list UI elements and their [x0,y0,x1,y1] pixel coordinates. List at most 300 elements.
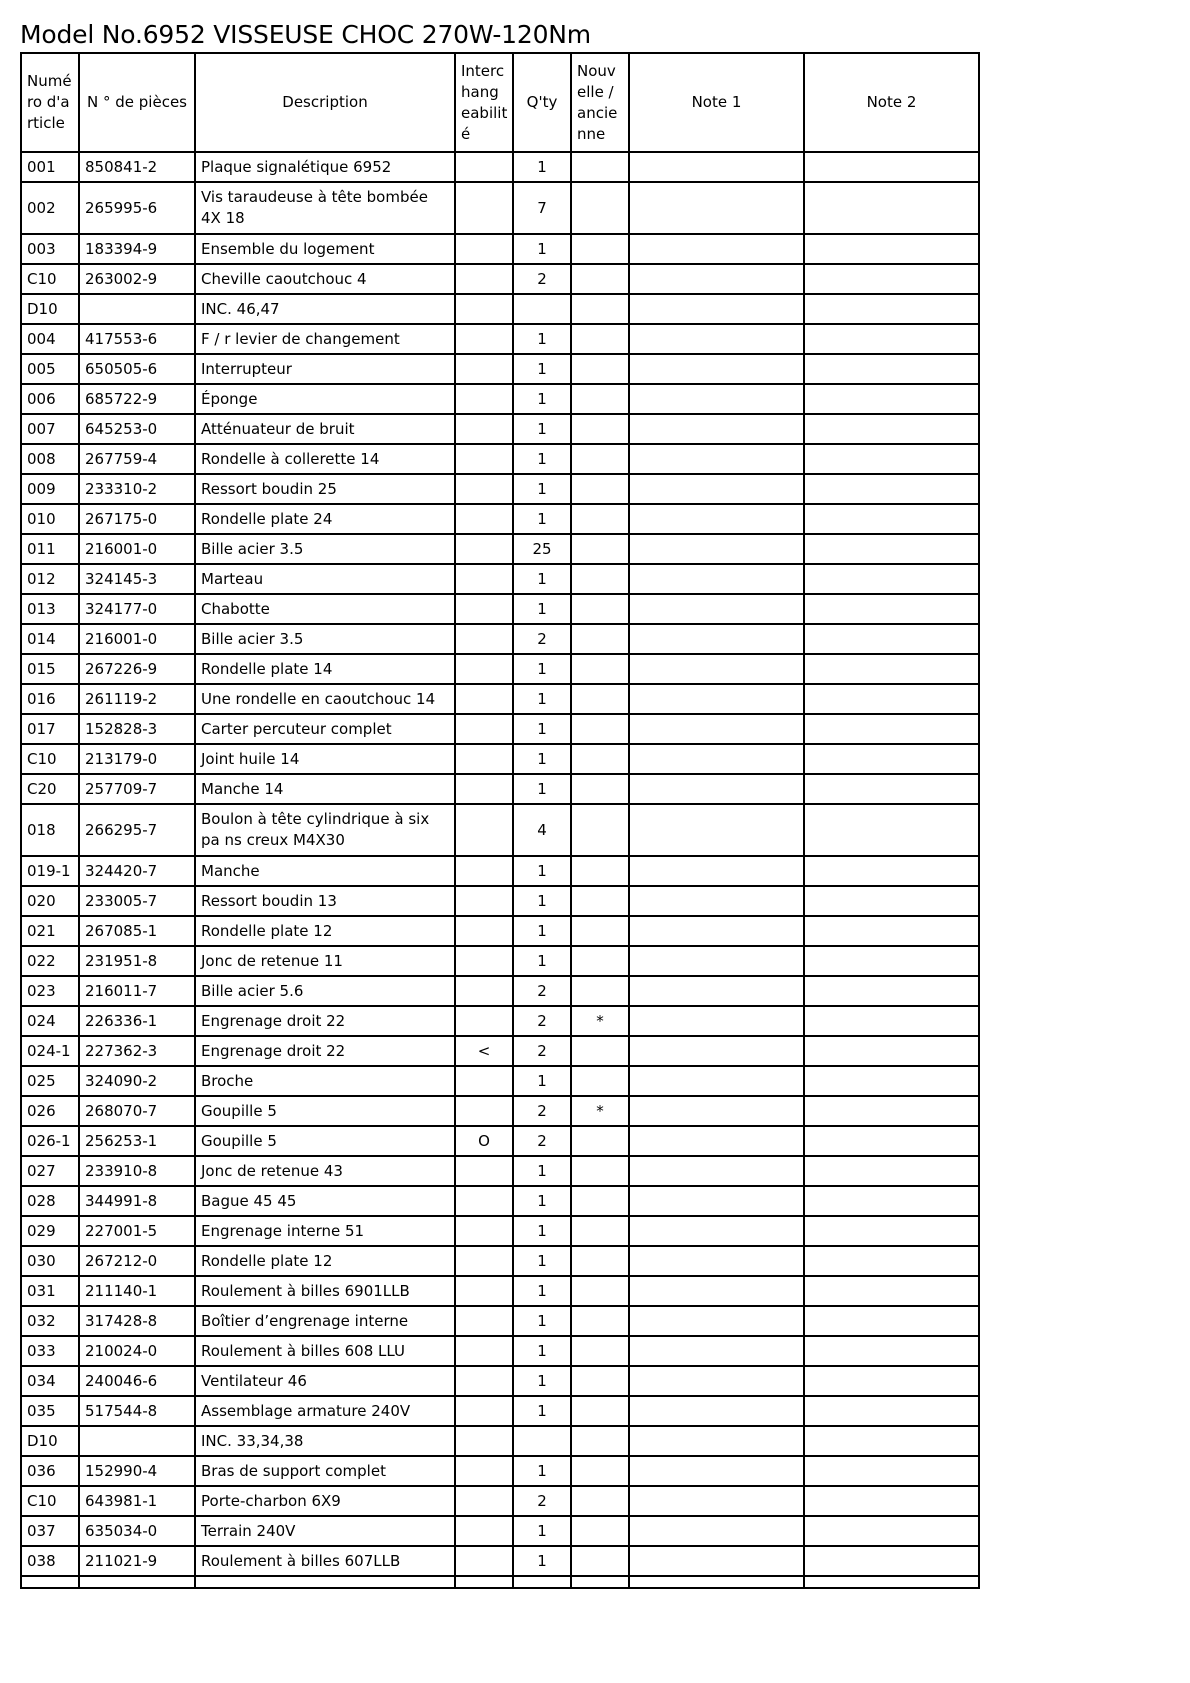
cell-item-number: 018 [21,804,79,856]
cell-note-2 [804,654,979,684]
cell-item-number: C10 [21,264,79,294]
cell-note-1 [629,1276,804,1306]
cell-item-number: 024 [21,1006,79,1036]
cell-interchangeability [455,234,513,264]
cell-new-old [571,1156,629,1186]
parts-table-body [21,152,979,1588]
cell-note-2 [804,324,979,354]
cell-new-old [571,1426,629,1456]
cell-note-1 [629,714,804,744]
table-row [21,384,979,414]
cell-interchangeability [455,1396,513,1426]
cell-note-2 [804,534,979,564]
table-row [21,1456,979,1486]
cell-item-number: 012 [21,564,79,594]
table-row [21,624,979,654]
cell-description: Engrenage interne 51 [195,1216,455,1246]
cell-item-number: 007 [21,414,79,444]
cell-new-old [571,684,629,714]
cell-note-2 [804,1546,979,1576]
cell-note-1 [629,744,804,774]
cell-description: Une rondelle en caoutchouc 14 [195,684,455,714]
cell-item-number: 013 [21,594,79,624]
cell-note-1 [629,234,804,264]
table-row [21,354,979,384]
table-row [21,1246,979,1276]
cell-description: Goupille 5 [195,1126,455,1156]
cell-new-old [571,1546,629,1576]
cell-item-number: 024-1 [21,1036,79,1066]
table-row [21,1336,979,1366]
cell-note-1 [629,1366,804,1396]
cell-quantity: 7 [513,182,571,234]
cell-quantity: 1 [513,324,571,354]
cell-interchangeability [455,354,513,384]
cell-part-number: 233005-7 [79,886,195,916]
cell-quantity: 1 [513,1156,571,1186]
cell-note-2 [804,624,979,654]
cell-item-number: 016 [21,684,79,714]
cell-note-2 [804,886,979,916]
cell-note-2 [804,1306,979,1336]
table-row [21,474,979,504]
cell-part-number: 233310-2 [79,474,195,504]
cell-note-2 [804,152,979,182]
cell-interchangeability [455,1516,513,1546]
empty-cell [513,1576,571,1588]
cell-note-2 [804,804,979,856]
cell-note-1 [629,182,804,234]
cell-quantity: 1 [513,916,571,946]
cell-new-old [571,152,629,182]
parts-table [20,52,980,1589]
cell-note-2 [804,946,979,976]
cell-note-2 [804,774,979,804]
cell-part-number: 233910-8 [79,1156,195,1186]
cell-item-number: 038 [21,1546,79,1576]
cell-quantity: 1 [513,1366,571,1396]
cell-new-old [571,294,629,324]
cell-quantity: 1 [513,946,571,976]
cell-interchangeability [455,684,513,714]
table-row [21,1066,979,1096]
cell-note-2 [804,414,979,444]
cell-quantity: 1 [513,856,571,886]
cell-interchangeability [455,1066,513,1096]
cell-quantity: 2 [513,1126,571,1156]
cell-description: Assemblage armature 240V [195,1396,455,1426]
cell-note-1 [629,1066,804,1096]
cell-part-number: 152828-3 [79,714,195,744]
table-row [21,1546,979,1576]
cell-description: Joint huile 14 [195,744,455,774]
cell-new-old [571,594,629,624]
cell-interchangeability [455,916,513,946]
cell-description: Rondelle à collerette 14 [195,444,455,474]
table-row [21,1156,979,1186]
cell-new-old [571,234,629,264]
cell-interchangeability [455,294,513,324]
cell-item-number: 017 [21,714,79,744]
cell-new-old [571,1306,629,1336]
cell-part-number: 324090-2 [79,1066,195,1096]
cell-item-number: 015 [21,654,79,684]
cell-description: Rondelle plate 24 [195,504,455,534]
empty-cell [629,1576,804,1588]
cell-item-number: 036 [21,1456,79,1486]
cell-new-old [571,1036,629,1066]
cell-description: Bille acier 5.6 [195,976,455,1006]
cell-quantity: 1 [513,654,571,684]
cell-note-2 [804,916,979,946]
table-row [21,916,979,946]
cell-item-number: 031 [21,1276,79,1306]
table-row [21,324,979,354]
cell-note-2 [804,976,979,1006]
table-row [21,684,979,714]
table-row [21,264,979,294]
cell-note-2 [804,182,979,234]
cell-item-number: 035 [21,1396,79,1426]
cell-quantity: 1 [513,684,571,714]
cell-interchangeability [455,564,513,594]
header-item-number: Numé ro d'a rticle [21,53,79,152]
cell-description: Terrain 240V [195,1516,455,1546]
table-row [21,946,979,976]
table-row [21,234,979,264]
cell-new-old [571,1516,629,1546]
cell-item-number: D10 [21,294,79,324]
cell-interchangeability: O [455,1126,513,1156]
cell-interchangeability [455,594,513,624]
header-quantity: Q'ty [513,53,571,152]
cell-note-2 [804,1396,979,1426]
cell-quantity: 1 [513,1216,571,1246]
cell-item-number: 010 [21,504,79,534]
cell-part-number: 344991-8 [79,1186,195,1216]
cell-note-2 [804,1216,979,1246]
cell-note-1 [629,504,804,534]
cell-part-number: 267759-4 [79,444,195,474]
cell-note-2 [804,1006,979,1036]
cell-part-number: 183394-9 [79,234,195,264]
cell-note-2 [804,1036,979,1066]
cell-note-2 [804,714,979,744]
cell-quantity: 1 [513,384,571,414]
header-part-number: N ° de pièces [79,53,195,152]
cell-quantity: 1 [513,1306,571,1336]
cell-note-2 [804,1246,979,1276]
cell-interchangeability [455,1186,513,1216]
cell-note-1 [629,474,804,504]
cell-description: Ressort boudin 13 [195,886,455,916]
cell-interchangeability [455,1006,513,1036]
cell-interchangeability [455,474,513,504]
cell-note-1 [629,684,804,714]
cell-interchangeability [455,1426,513,1456]
cell-interchangeability [455,804,513,856]
cell-item-number: 037 [21,1516,79,1546]
cell-description: Bille acier 3.5 [195,624,455,654]
cell-item-number: 023 [21,976,79,1006]
cell-note-1 [629,1186,804,1216]
cell-new-old [571,1276,629,1306]
cell-interchangeability [455,946,513,976]
cell-quantity: 1 [513,152,571,182]
table-row [21,594,979,624]
cell-description: Engrenage droit 22 [195,1006,455,1036]
cell-description: Chabotte [195,594,455,624]
cell-quantity: 1 [513,1186,571,1216]
cell-item-number: 027 [21,1156,79,1186]
cell-note-2 [804,384,979,414]
cell-note-2 [804,234,979,264]
cell-description: Bague 45 45 [195,1186,455,1216]
cell-quantity: 1 [513,564,571,594]
cell-description: Rondelle plate 12 [195,916,455,946]
table-row [21,1516,979,1546]
cell-quantity: 2 [513,1486,571,1516]
cell-part-number: 324145-3 [79,564,195,594]
cell-description: Atténuateur de bruit [195,414,455,444]
cell-description: Ressort boudin 25 [195,474,455,504]
cell-new-old [571,414,629,444]
cell-note-2 [804,1126,979,1156]
cell-interchangeability [455,856,513,886]
cell-part-number: 267226-9 [79,654,195,684]
cell-note-1 [629,294,804,324]
cell-note-1 [629,1246,804,1276]
cell-part-number: 211021-9 [79,1546,195,1576]
cell-note-1 [629,594,804,624]
cell-quantity: 2 [513,1036,571,1066]
empty-cell [455,1576,513,1588]
header-new-old: Nouv elle / ancie nne [571,53,629,152]
table-row [21,534,979,564]
cell-new-old [571,384,629,414]
cell-interchangeability [455,152,513,182]
cell-item-number: 032 [21,1306,79,1336]
cell-note-1 [629,414,804,444]
header-description: Description [195,53,455,152]
cell-quantity: 1 [513,744,571,774]
cell-interchangeability [455,534,513,564]
table-row [21,1396,979,1426]
cell-note-1 [629,1126,804,1156]
cell-note-2 [804,444,979,474]
cell-new-old [571,1186,629,1216]
cell-note-1 [629,354,804,384]
cell-new-old [571,1126,629,1156]
cell-interchangeability [455,744,513,774]
cell-note-2 [804,474,979,504]
header-note-2: Note 2 [804,53,979,152]
cell-item-number: 001 [21,152,79,182]
cell-quantity [513,294,571,324]
table-row [21,182,979,234]
cell-note-2 [804,354,979,384]
empty-cell [195,1576,455,1588]
cell-interchangeability [455,1216,513,1246]
cell-description: Plaque signalétique 6952 [195,152,455,182]
cell-item-number: 004 [21,324,79,354]
cell-part-number: 231951-8 [79,946,195,976]
cell-new-old [571,1486,629,1516]
cell-description: Engrenage droit 22 [195,1036,455,1066]
cell-item-number: 025 [21,1066,79,1096]
cell-part-number: 643981-1 [79,1486,195,1516]
cell-quantity: 4 [513,804,571,856]
cell-part-number: 257709-7 [79,774,195,804]
cell-new-old [571,654,629,684]
cell-note-2 [804,684,979,714]
cell-quantity: 1 [513,714,571,744]
cell-item-number: 022 [21,946,79,976]
cell-description: Rondelle plate 14 [195,654,455,684]
cell-description: Ventilateur 46 [195,1366,455,1396]
cell-quantity: 1 [513,1066,571,1096]
cell-interchangeability [455,384,513,414]
cell-part-number: 635034-0 [79,1516,195,1546]
cell-item-number: 009 [21,474,79,504]
cell-interchangeability [455,324,513,354]
cell-interchangeability [455,976,513,1006]
cell-description: Jonc de retenue 11 [195,946,455,976]
cell-note-2 [804,1276,979,1306]
table-row [21,1306,979,1336]
cell-item-number: C10 [21,1486,79,1516]
cell-note-1 [629,534,804,564]
cell-interchangeability [455,1156,513,1186]
cell-description: INC. 33,34,38 [195,1426,455,1456]
cell-interchangeability: < [455,1036,513,1066]
cell-quantity [513,1426,571,1456]
cell-part-number: 240046-6 [79,1366,195,1396]
cell-description: Cheville caoutchouc 4 [195,264,455,294]
cell-description: Carter percuteur complet [195,714,455,744]
cell-part-number: 685722-9 [79,384,195,414]
cell-new-old [571,444,629,474]
table-row [21,564,979,594]
cell-part-number: 267212-0 [79,1246,195,1276]
table-row [21,1186,979,1216]
cell-new-old: * [571,1006,629,1036]
cell-note-1 [629,1096,804,1126]
cell-description: Ensemble du logement [195,234,455,264]
cell-new-old [571,182,629,234]
cell-new-old [571,1066,629,1096]
cell-quantity: 1 [513,1276,571,1306]
table-row [21,1486,979,1516]
table-row [21,152,979,182]
cell-part-number: 263002-9 [79,264,195,294]
cell-new-old [571,856,629,886]
cell-quantity: 1 [513,774,571,804]
cell-interchangeability [455,1336,513,1366]
cell-part-number: 324420-7 [79,856,195,886]
cell-interchangeability [455,1486,513,1516]
cell-note-1 [629,1156,804,1186]
table-header-row [21,53,979,152]
cell-description: Roulement à billes 607LLB [195,1546,455,1576]
cell-new-old [571,1396,629,1426]
cell-note-1 [629,976,804,1006]
cell-new-old [571,354,629,384]
table-row [21,856,979,886]
cell-part-number: 324177-0 [79,594,195,624]
cell-description: Bille acier 3.5 [195,534,455,564]
cell-interchangeability [455,414,513,444]
cell-interchangeability [455,886,513,916]
cell-note-2 [804,504,979,534]
cell-note-2 [804,1366,979,1396]
cell-note-1 [629,264,804,294]
cell-interchangeability [455,1366,513,1396]
cell-note-2 [804,594,979,624]
cell-part-number: 211140-1 [79,1276,195,1306]
cell-description: Interrupteur [195,354,455,384]
cell-note-2 [804,264,979,294]
cell-description: Manche 14 [195,774,455,804]
cell-note-2 [804,564,979,594]
cell-item-number: 014 [21,624,79,654]
cell-note-1 [629,324,804,354]
cell-note-1 [629,804,804,856]
cell-quantity: 1 [513,474,571,504]
cell-part-number: 517544-8 [79,1396,195,1426]
cell-description: Rondelle plate 12 [195,1246,455,1276]
cell-note-1 [629,1546,804,1576]
table-row [21,294,979,324]
cell-part-number: 227362-3 [79,1036,195,1066]
cell-item-number: 033 [21,1336,79,1366]
cell-interchangeability [455,624,513,654]
cell-item-number: 034 [21,1366,79,1396]
cell-quantity: 2 [513,264,571,294]
cell-part-number: 216011-7 [79,976,195,1006]
table-row [21,804,979,856]
cell-part-number: 850841-2 [79,152,195,182]
cell-item-number: 028 [21,1186,79,1216]
cell-item-number: 003 [21,234,79,264]
cell-description: F / r levier de changement [195,324,455,354]
cell-new-old [571,714,629,744]
cell-quantity: 1 [513,414,571,444]
cell-new-old [571,946,629,976]
cell-note-1 [629,1216,804,1246]
cell-new-old: * [571,1096,629,1126]
empty-cell [21,1576,79,1588]
cell-quantity: 2 [513,624,571,654]
cell-note-1 [629,856,804,886]
cell-note-2 [804,1096,979,1126]
cell-description: Roulement à billes 6901LLB [195,1276,455,1306]
cell-note-1 [629,1396,804,1426]
cell-new-old [571,504,629,534]
cell-new-old [571,1246,629,1276]
table-row [21,444,979,474]
cell-part-number: 213179-0 [79,744,195,774]
cell-new-old [571,324,629,354]
cell-part-number: 210024-0 [79,1336,195,1366]
cell-part-number [79,1426,195,1456]
cell-item-number: 006 [21,384,79,414]
cell-note-2 [804,856,979,886]
cell-quantity: 2 [513,1006,571,1036]
cell-note-1 [629,564,804,594]
cell-part-number: 417553-6 [79,324,195,354]
cell-part-number: 266295-7 [79,804,195,856]
